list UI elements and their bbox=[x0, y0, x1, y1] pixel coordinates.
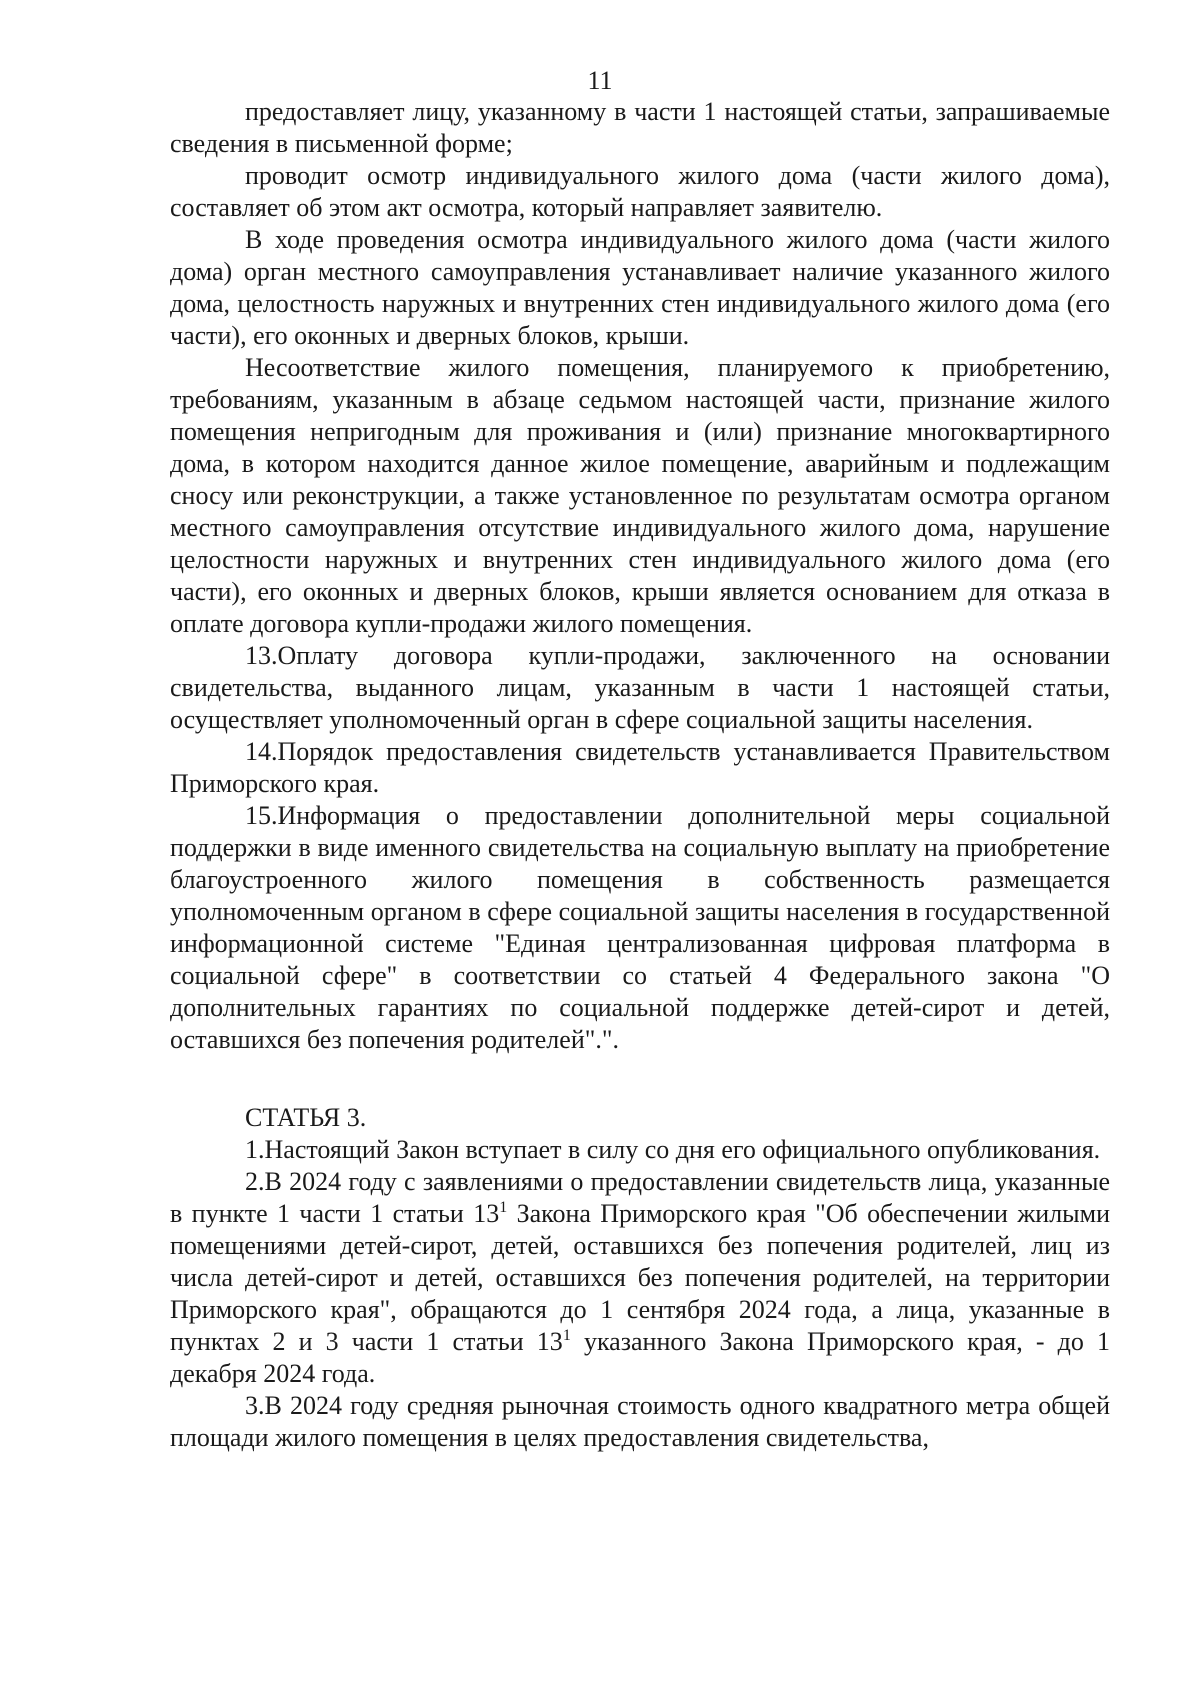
superscript-index-b: 1 bbox=[562, 1327, 571, 1344]
paragraph-refusal-grounds: Несоответствие жилого помещения, планируемого к приобретению, требованиям, указанным в абзаце седьмом настоящей части, признание жилого помещения непригодным для проживания и (или) признание многоквартирного дома, в котором находится данное жилое помещение, аварийным и подлежащим сносу или реконструкции, а также установленное по результатам осмотра органом местного самоуправления отсутствие индивидуального жилого дома, нарушение целостности наружных и внутренних стен индивидуального жилого дома (его части), его оконных и дверных блоков, крыши является основанием для отказа в оплате договора купли-продажи жилого помещения. bbox=[170, 353, 1110, 638]
article-3-paragraph-2-part-a: 2.В 2024 году с заявлениями о предоставлении свидетельств лица, указанные в пункте 1 части 1 статьи 13 bbox=[170, 1167, 1110, 1228]
paragraph-13-payment: 13.Оплату договора купли-продажи, заключенного на основании свидетельства, выданного лицам, указанным в части 1 настоящей статьи, осуществляет уполномоченный орган в сфере социальной защиты населения. bbox=[170, 641, 1110, 734]
article-3-paragraph-1: 1.Настоящий Закон вступает в силу со дня его официального опубликования. bbox=[245, 1135, 1101, 1164]
article-3-heading: СТАТЬЯ 3. bbox=[245, 1103, 367, 1132]
paragraph-inspection: проводит осмотр индивидуального жилого дома (части жилого дома), составляет об этом акт осмотра, который направляет заявителю. bbox=[170, 161, 1110, 222]
document-body bbox=[170, 96, 1110, 1454]
paragraph-provides-info: предоставляет лицу, указанному в части 1 настоящей статьи, запрашиваемые сведения в письменной форме; bbox=[170, 97, 1110, 158]
article-3-paragraph-2-part-c: указанного Закона Приморского края, - до 1 декабря 2024 года. bbox=[170, 1327, 1111, 1388]
superscript-index-a: 1 bbox=[499, 1199, 508, 1216]
page-number: 11 bbox=[587, 66, 613, 95]
paragraph-inspection-details: В ходе проведения осмотра индивидуального жилого дома (части жилого дома) орган местного самоуправления устанавливает наличие указанного жилого дома, целостность наружных и внутренних стен индивидуального жилого дома (его части), его оконных и дверных блоков, крыши. bbox=[170, 225, 1110, 350]
paragraph-14-procedure: 14.Порядок предоставления свидетельств устанавливается Правительством Приморского края. bbox=[170, 737, 1110, 798]
article-3-paragraph-2 bbox=[170, 1166, 1110, 1390]
paragraph-15-information: 15.Информация о предоставлении дополнительной меры социальной поддержки в виде именного свидетельства на социальную выплату на приобретение благоустроенного жилого помещения в собственность размещается уполномоченным органом в сфере социальной защиты населения в государственной информационной системе "Единая централизованная цифровая платформа в социальной сфере" в соответствии со статьей 4 Федерального закона "О дополнительных гарантиях по социальной поддержке детей-сирот и детей, оставшихся без попечения родителей".". bbox=[170, 801, 1110, 1054]
article-3-paragraph-2-part-b: Закона Приморского края "Об обеспечении жилыми помещениями детей-сирот, детей, оставшихся без попечения родителей, лиц из числа детей-сирот и детей, оставшихся без попечения родителей, на территории Приморского края", обращаются до 1 сентября 2024 года, а лица, указанные в пунктах 2 и 3 части 1 статьи 13 bbox=[170, 1199, 1111, 1356]
article-3-paragraph-3: 3.В 2024 году средняя рыночная стоимость одного квадратного метра общей площади жилого помещения в целях предоставления свидетельства, bbox=[170, 1391, 1110, 1452]
